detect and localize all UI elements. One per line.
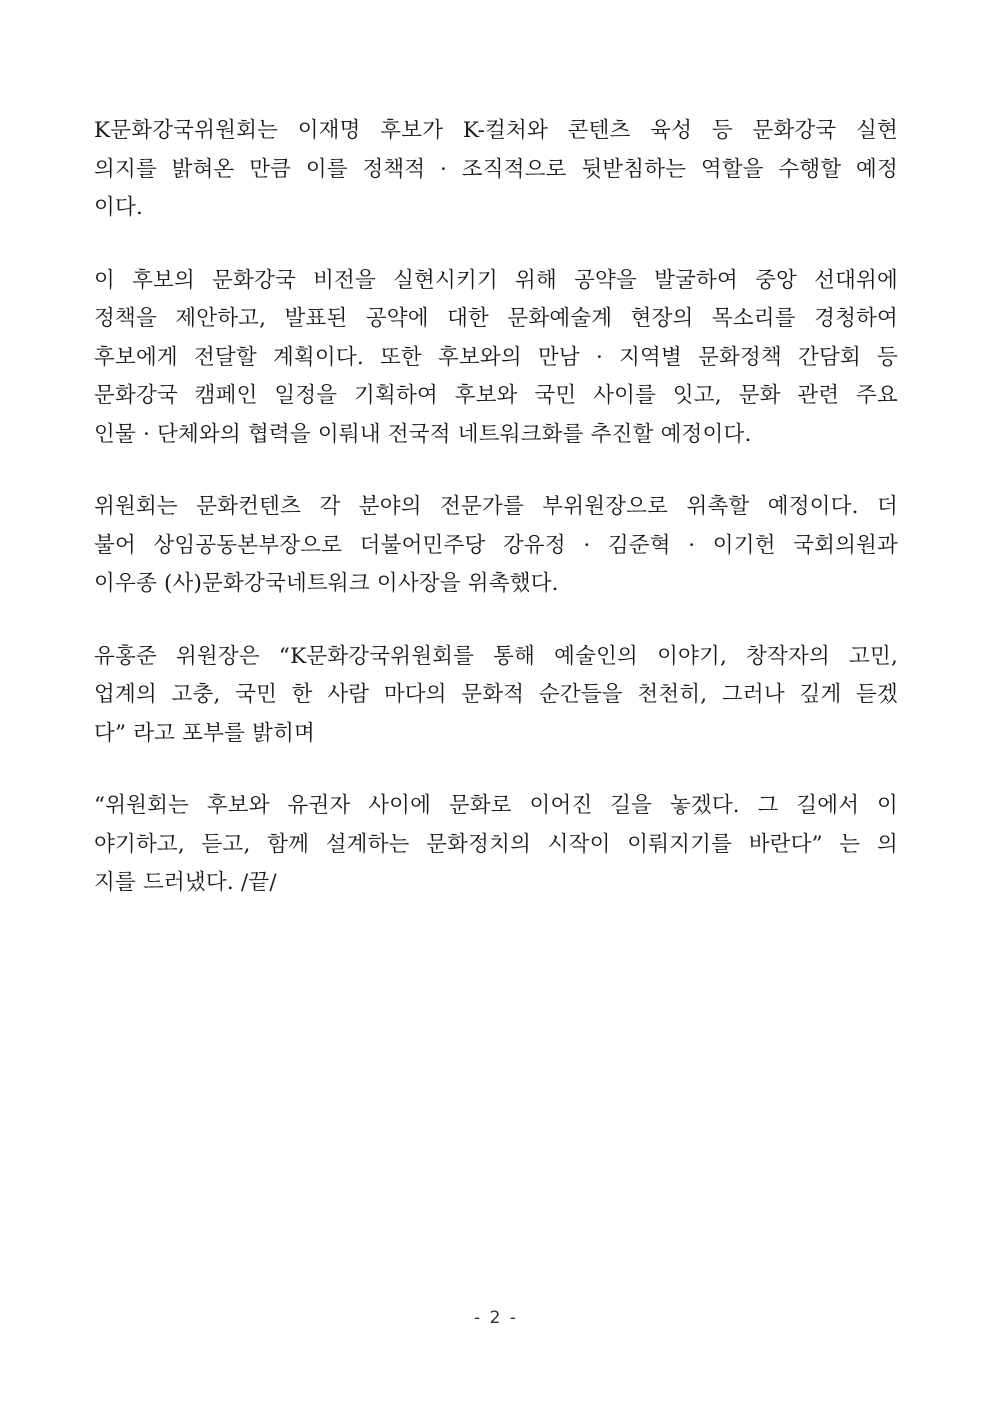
paragraph-chair-quote <box>94 638 898 754</box>
text-line: 다” 라고 포부를 밝히며 <box>94 720 316 746</box>
text-line: “위원회는 후보와 유권자 사이에 문화로 이어진 길을 놓겠다. 그 길에서 이 <box>94 793 898 818</box>
text-line: 불어 상임공동본부장으로 더불어민주당 강유정 · 김준혁 · 이기헌 국회의원과 <box>94 532 898 558</box>
text-line: 유홍준 위원장은 “K문화강국위원회를 통해 예술인의 이야기, 창작자의 고민, <box>94 643 898 669</box>
paragraph-closing-quote <box>94 787 898 903</box>
text-line: K문화강국위원회는 이재명 후보가 K-컬처와 콘텐츠 육성 등 문화강국 실현 <box>94 118 898 143</box>
text-line: 정책을 제안하고, 발표된 공약에 대한 문화예술계 현장의 목소리를 경청하여 <box>94 306 898 331</box>
text-line: 이우종 (사)문화강국네트워크 이사장을 위촉했다. <box>94 571 559 596</box>
paragraph-policy-plans <box>94 262 898 455</box>
text-line: 이다. <box>94 195 143 220</box>
text-line: 업계의 고충, 국민 한 사람 마다의 문화적 순간들을 천천히, 그러나 깊게 듣겠 <box>94 682 898 707</box>
paragraph-committee-role <box>94 112 898 228</box>
text-line: 의지를 밝혀온 만큼 이를 정책적 · 조직적으로 뒷받침하는 역할을 수행할 예정 <box>94 156 898 182</box>
text-line: 야기하고, 듣고, 함께 설계하는 문화정치의 시작이 이뤄지기를 바란다” 는 의 <box>94 831 898 857</box>
paragraph-appointments <box>94 488 898 604</box>
text-line: 인물 · 단체와의 협력을 이뤄내 전국적 네트워크화를 추진할 예정이다. <box>94 421 752 447</box>
text-line: 지를 드러냈다. /끝/ <box>94 870 277 895</box>
text-line: 후보에게 전달할 계획이다. 또한 후보와의 만남 · 지역별 문화정책 간담회 등 <box>94 344 898 370</box>
document-body <box>94 112 898 937</box>
text-line: 위원회는 문화컨텐츠 각 분야의 전문가를 부위원장으로 위촉할 예정이다. 더 <box>94 494 898 519</box>
page-number: - 2 - <box>474 1308 518 1328</box>
text-line: 이 후보의 문화강국 비전을 실현시키기 위해 공약을 발굴하여 중앙 선대위에 <box>94 267 898 293</box>
text-line: 문화강국 캠페인 일정을 기획하여 후보와 국민 사이를 잇고, 문화 관련 주요 <box>94 383 898 408</box>
